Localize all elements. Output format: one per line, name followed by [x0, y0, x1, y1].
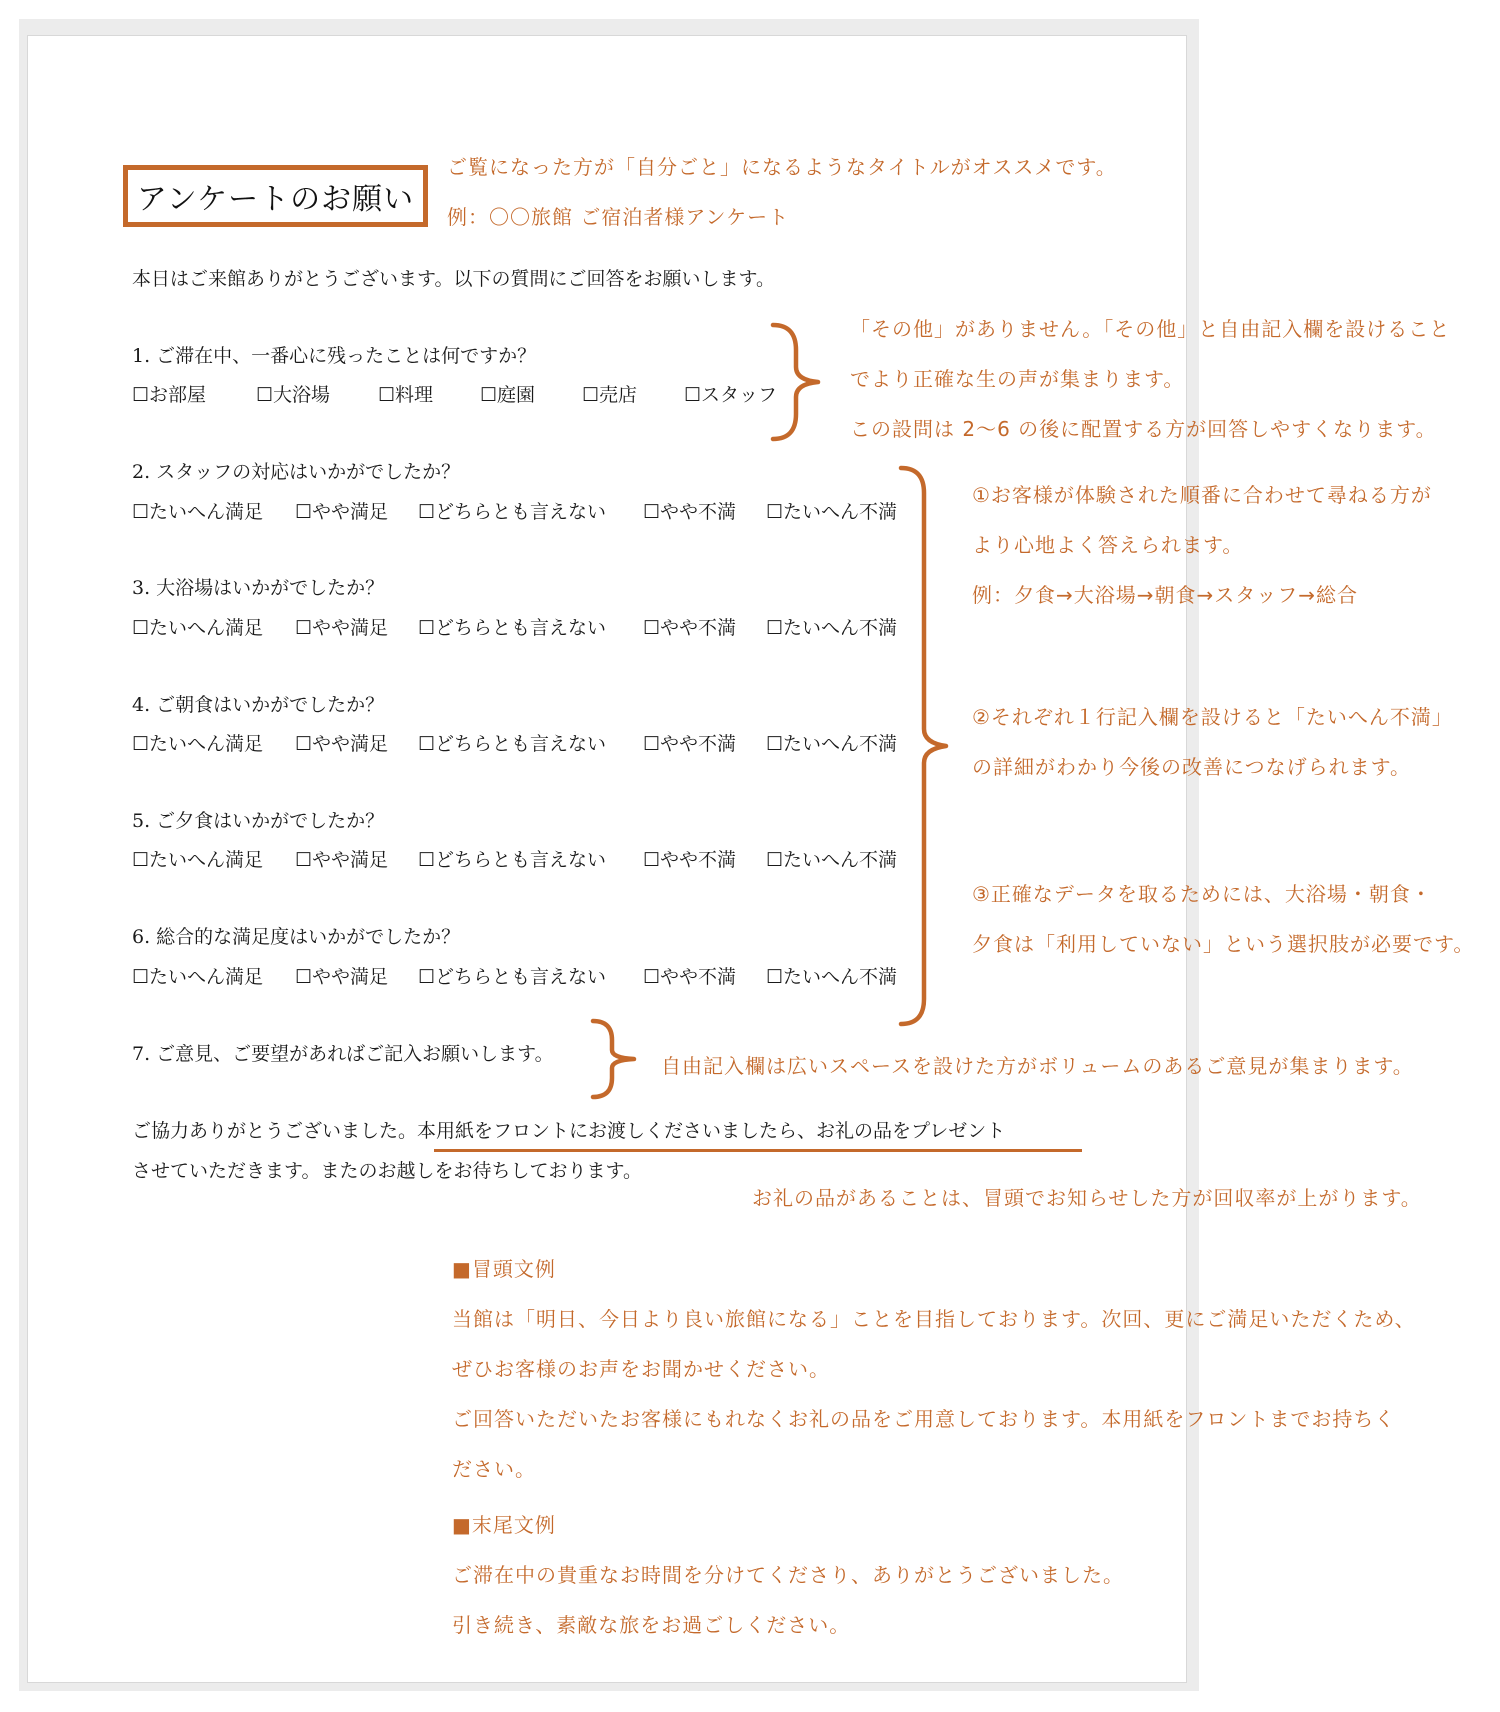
order-tip-line-3: 例：夕食→大浴場→朝食→スタッフ→総合 [972, 583, 1359, 607]
closing-example-line-2: 引き続き、素敵な旅をお過ごしください。 [452, 1613, 851, 1637]
q1-option-bath[interactable]: ☐大浴場 [256, 384, 331, 406]
closing-thanks: ご協力ありがとうございました。 [132, 1120, 418, 1142]
q1-tip-line-3: この設問は 2〜6 の後に配置する方が回答しやすくなります。 [850, 417, 1437, 441]
q2-option-neutral[interactable]: ☐どちらとも言えない [418, 501, 607, 523]
q4-option-satisfied[interactable]: ☐やや満足 [295, 733, 389, 755]
q1-option-shop[interactable]: ☐売店 [582, 384, 638, 406]
q1-bracket [770, 322, 830, 442]
detail-tip-line-1: ②それぞれ１行記入欄を設けると「たいへん不満」 [972, 705, 1453, 729]
question-1-options [132, 380, 777, 407]
free-text-tip: 自由記入欄は広いスペースを設けた方がボリュームのあるご意見が集まります。 [661, 1054, 1414, 1078]
q5-option-dissatisfied[interactable]: ☐やや不満 [643, 849, 737, 871]
opening-example-line-1: 当館は「明日、今日より良い旅館になる」ことを目指しております。次回、更にご満足いただくため、 [452, 1307, 1416, 1331]
q2-option-dissatisfied[interactable]: ☐やや不満 [643, 501, 737, 523]
question-4: 4. ご朝食はいかがでしたか？ [132, 694, 385, 716]
title-tip-line-2: 例：〇〇旅館 ご宿泊者様アンケート [447, 205, 790, 229]
question-5: 5. ご夕食はいかがでしたか？ [132, 810, 385, 832]
q2-option-very-dissatisfied[interactable]: ☐たいへん不満 [766, 501, 898, 523]
q4-option-neutral[interactable]: ☐どちらとも言えない [418, 733, 607, 755]
question-3-options [132, 613, 897, 640]
q2-option-satisfied[interactable]: ☐やや満足 [295, 501, 389, 523]
q2-q6-bracket [898, 465, 958, 1027]
order-tip-line-2: より心地よく答えられます。 [972, 533, 1244, 557]
q5-option-neutral[interactable]: ☐どちらとも言えない [418, 849, 607, 871]
q1-option-room[interactable]: ☐お部屋 [132, 384, 207, 406]
detail-tip-line-2: の詳細がわかり今後の改善につなげられます。 [972, 755, 1411, 779]
question-1: 1. ご滞在中、一番心に残ったことは何ですか？ [132, 345, 537, 367]
q5-option-very-dissatisfied[interactable]: ☐たいへん不満 [766, 849, 898, 871]
q3-option-dissatisfied[interactable]: ☐やや不満 [643, 617, 737, 639]
opening-example-line-3: ご回答いただいたお客様にもれなくお礼の品をご用意しております。本用紙をフロントまでお持ちく [452, 1407, 1396, 1431]
q5-option-very-satisfied[interactable]: ☐たいへん満足 [132, 849, 264, 871]
page-title: アンケートのお願い [136, 182, 415, 217]
q4-option-dissatisfied[interactable]: ☐やや不満 [643, 733, 737, 755]
q1-tip-line-1: 「その他」がありません。「その他」と自由記入欄を設けること [850, 317, 1451, 341]
q3-option-very-dissatisfied[interactable]: ☐たいへん不満 [766, 617, 898, 639]
q1-option-garden[interactable]: ☐庭園 [480, 384, 536, 406]
question-2-options [132, 497, 897, 524]
closing-example-line-1: ご滞在中の貴重なお時間を分けてくださり、ありがとうございました。 [452, 1563, 1124, 1587]
q4-option-very-satisfied[interactable]: ☐たいへん満足 [132, 733, 264, 755]
question-7: 7. ご意見、ご要望があればご記入お願いします。 [132, 1043, 554, 1065]
q6-option-very-dissatisfied[interactable]: ☐たいへん不満 [766, 966, 898, 988]
question-2: 2. スタッフの対応はいかがでしたか？ [132, 461, 461, 483]
question-4-options [132, 729, 897, 756]
closing-line-1 [132, 1116, 1005, 1143]
q4-option-very-dissatisfied[interactable]: ☐たいへん不満 [766, 733, 898, 755]
q1-option-food[interactable]: ☐料理 [378, 384, 434, 406]
question-3: 3. 大浴場はいかがでしたか？ [132, 577, 385, 599]
question-6-options [132, 962, 897, 989]
q2-option-very-satisfied[interactable]: ☐たいへん満足 [132, 501, 264, 523]
data-tip-line-2: 夕食は「利用していない」という選択肢が必要です。 [972, 932, 1475, 956]
closing-example-heading: ■末尾文例 [452, 1513, 556, 1537]
gift-tip: お礼の品があることは、冒頭でお知らせした方が回収率が上がります。 [752, 1186, 1422, 1210]
q3-option-satisfied[interactable]: ☐やや満足 [295, 617, 389, 639]
question-6: 6. 総合的な満足度はいかがでしたか？ [132, 926, 461, 948]
q5-option-satisfied[interactable]: ☐やや満足 [295, 849, 389, 871]
closing-line-2: させていただきます。またのお越しをお待ちしております。 [132, 1160, 642, 1182]
opening-example-heading: ■冒頭文例 [452, 1257, 556, 1281]
q6-option-neutral[interactable]: ☐どちらとも言えない [418, 966, 607, 988]
q3-option-very-satisfied[interactable]: ☐たいへん満足 [132, 617, 264, 639]
opening-example-line-2: ぜひお客様のお声をお聞かせください。 [452, 1357, 830, 1381]
intro-text: 本日はご来館ありがとうございます。以下の質問にご回答をお願いします。 [132, 268, 775, 290]
q6-option-dissatisfied[interactable]: ☐やや不満 [643, 966, 737, 988]
q1-option-staff[interactable]: ☐スタッフ [684, 384, 778, 406]
title-tip-line-1: ご覧になった方が「自分ごと」になるようなタイトルがオススメです。 [447, 155, 1117, 179]
question-5-options [132, 845, 897, 872]
q1-tip-line-2: でより正確な生の声が集まります。 [850, 367, 1185, 391]
opening-example-line-4: ださい。 [452, 1457, 536, 1481]
q6-option-very-satisfied[interactable]: ☐たいへん満足 [132, 966, 264, 988]
q6-option-satisfied[interactable]: ☐やや満足 [295, 966, 389, 988]
order-tip-line-1: ①お客様が体験された順番に合わせて尋ねる方が [972, 483, 1432, 507]
title-box [123, 165, 428, 227]
data-tip-line-1: ③正確なデータを取るためには、大浴場・朝食・ [972, 882, 1432, 906]
gift-underline [434, 1149, 1082, 1152]
closing-gift-text: 本用紙をフロントにお渡しくださいましたら、お礼の品をプレゼント [417, 1120, 1006, 1142]
q3-option-neutral[interactable]: ☐どちらとも言えない [418, 617, 607, 639]
q7-bracket [590, 1018, 650, 1100]
